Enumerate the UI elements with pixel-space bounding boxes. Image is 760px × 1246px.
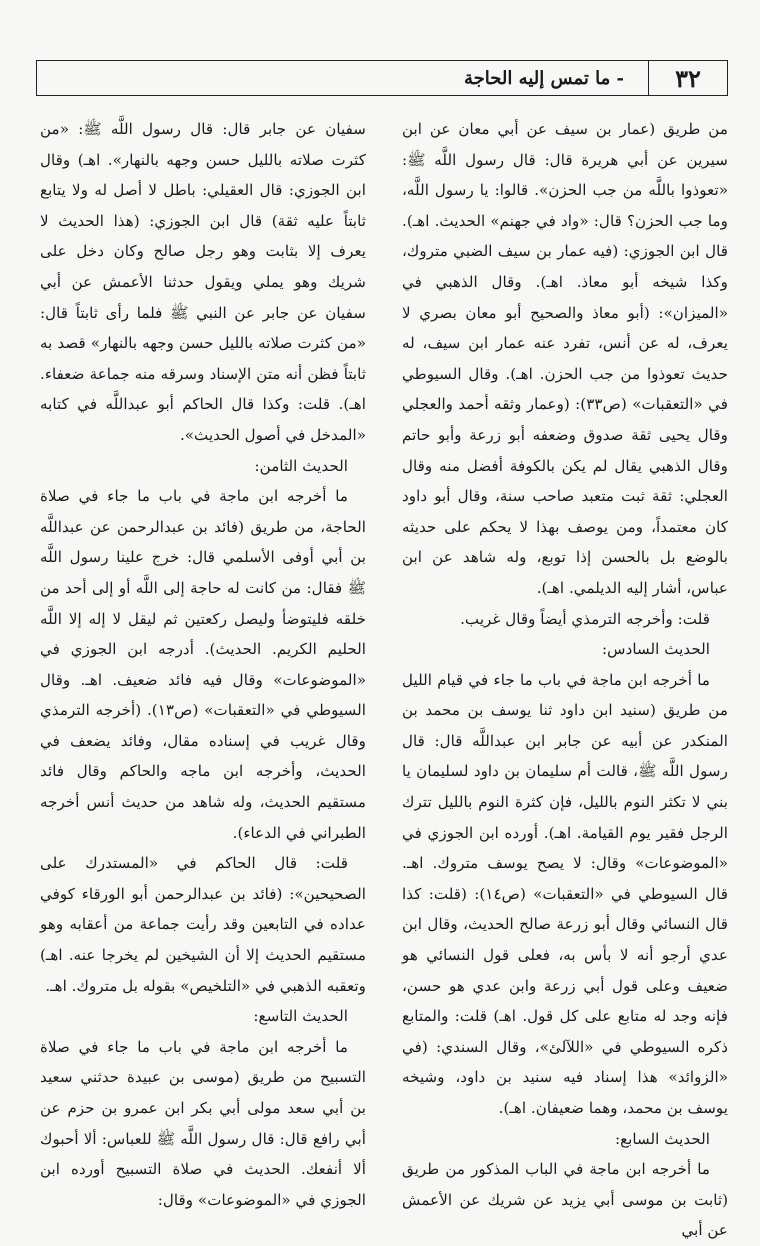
paragraph: ما أخرجه ابن ماجة في باب ما جاء في صلاة الحاجة، من طريق (فائد بن عبدالرحمن عن عبداللَّه بن أبي أوفى الأسلمي قال: خرج علينا رسول اللَّه ﷺ فقال: من كانت له حاجة إلى اللَّه أو إلى أحد من خلقه فليتوضأ وليصل ركعتين ثم ليقل لا إله إلا اللَّه الحليم الكريم. الحديث). أدرجه ابن الجوزي في «الموضوعات» وقال فيه فائد ضعيف. اهـ. وقال السيوطي في «التعقبات» (ص١٣). (أخرجه الترمذي وقال غريب في إسناده مقال، وفائد يضعف في الحديث، وأخرجه ابن ماجه والحاكم وقال فائد مستقيم الحديث، وله شاهد من حديث أنس أخرجه الطبراني في الدعاء). (40, 487, 366, 842)
section-heading: الحديث التاسع: (253, 1007, 348, 1026)
paragraph: ما أخرجه ابن ماجة في باب ما جاء في صلاة التسبيح من طريق (موسى بن عبيدة حدثني سعيد بن أبي سعد مولى أبي بكر ابن عمرو بن حزم عن أبي رافع قال: قال رسول اللَّه ﷺ للعباس: ألا أحبوك ألا أنفعك. الحديث في صلاة التسبيح أورده ابن الجوزي في «الموضوعات» وقال: (40, 1037, 366, 1209)
paragraph: قلت: وأخرجه الترمذي أيضاً وقال غريب. (460, 609, 710, 628)
section-heading: الحديث السادس: (601, 640, 710, 659)
left-column (40, 114, 366, 1215)
paragraph: ما أخرجه ابن ماجة في الباب المذكور من طريق (ثابت بن موسى أبي يزيد عن شريك عن الأعمش عن أبي (402, 1160, 728, 1240)
page-number: ٣٢ (648, 61, 727, 95)
paragraph: قلت: قال الحاكم في «المستدرك على الصحيحين»: (فائد بن عبدالرحمن أبو الورقاء كوفي عداده في التابعين وقد رأيت جماعة من أعقابه وهو مستقيم الحديث إلا أن الشيخين لم يخرجا عنه. اهـ) وتعقبه الذهبي في «التلخيص» بقوله بل متروك. اهـ. (40, 854, 366, 995)
paragraph: سفيان عن جابر قال: قال رسول اللَّه ﷺ: «من كثرت صلاته بالليل حسن وجهه بالنهار». اهـ) وقال ابن الجوزي: قال العقيلي: باطل لا أصل له ولا يتابع ثابتاً عليه ثقة) قال ابن الجوزي: (هذا الحديث لا يعرف إلا بثابت وهو رجل صالح وكان دخل على شريك وهو يملي ويقول حدثنا الأعمش عن أبي سفيان عن جابر عن النبي ﷺ فلما رأى ثابتاً قال: «من كثرت صلاته بالليل حسن وجهه بالنهار» قصد به ثابتاً فظن أنه متن الإسناد وسرقه منه جماعة ضعفاء. اهـ). قلت: وكذا قال الحاكم أبو عبداللَّه في كتابه «المدخل في أصول الحديث». (40, 120, 366, 444)
page-header (36, 60, 728, 96)
right-column (402, 114, 728, 1246)
paragraph: ما أخرجه ابن ماجة في باب ما جاء في قيام الليل من طريق (سنيد ابن داود ثنا يوسف بن محمد بن المنكدر عن أبيه عن جابر ابن عبداللَّه قال: قال رسول اللَّه ﷺ، قالت أم سليمان بن داود لسليمان يا بني لا تكثر النوم بالليل، فإن كثرة النوم بالليل تترك الرجل فقير يوم القيامة. اهـ). أورده ابن الجوزي في «الموضوعات» وقال: لا يصح يوسف متروك. اهـ. قال السيوطي في «التعقبات» (ص١٤): (قلت: كذا قال النسائي وقال أبو زرعة صالح الحديث، وقال ابن عدي أرجو أنه لا بأس به، فعلى قول النسائي هو ضعيف وعلى قول أبي زرعة وابن عدي هو حسن، فإنه وجد له متابع على كل قول. اهـ) قلت: والمتابع ذكره السيوطي في «اللآلئ»، وقال السندي: (في «الزوائد» هذا إسناد فيه سنيد بن داود، وشيخه يوسف بن محمد، وهما ضعيفان. اهـ). (402, 670, 728, 1117)
section-heading: الحديث السابع: (614, 1129, 710, 1148)
section-heading: الحديث الثامن: (254, 456, 348, 475)
paragraph: من طريق (عمار بن سيف عن أبي معان عن ابن سيرين عن أبي هريرة قال: قال رسول اللَّه ﷺ: «تعوذوا باللَّه من جب الحزن». قالوا: يا رسول اللَّه، وما جب الحزن؟ قال: «واد في جهنم» الحديث. اهـ). قال ابن الجوزي: (فيه عمار بن سيف الضبي متروك، وكذا شيخه أبو معاذ. اهـ). وقال الذهبي في «الميزان»: (أبو معاذ والصحيح أبو معان بصري لا يعرف، له عن أنس، تفرد عنه عمار ابن سيف، له حديث تعوذوا من جب الحزن. اهـ). وقال السيوطي في «التعقبات» (ص٣٣): (وعمار وثقه أحمد والعجلي وقال يحيى ثقة صدوق وضعفه أبو زرعة وأبو حاتم وقال الذهبي يقال لم يكن بالكوفة أفضل منه وقال العجلي: ثقة ثبت متعبد صاحب سنة، وقال أبو داود كان معتمداً، ومن يوصف بهذا لا يحكم على حديثه بالوضع بل بالحسن إذا توبع، وله شاهد عن ابن عباس، أشار إليه الديلمي. اهـ). (402, 120, 728, 597)
running-title: - ما تمس إليه الحاجة (464, 67, 624, 89)
